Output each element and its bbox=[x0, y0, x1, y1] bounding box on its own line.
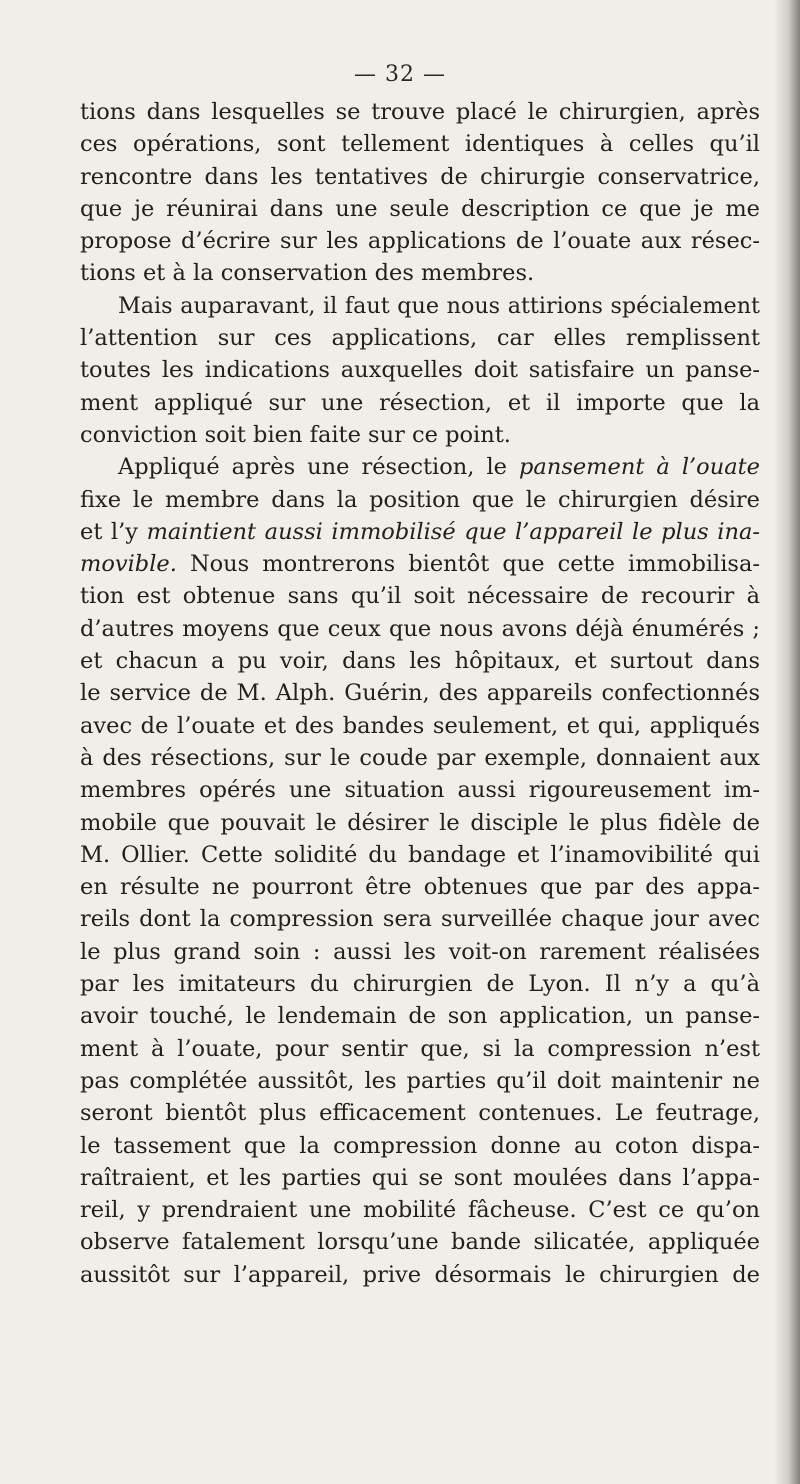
text-line: que je réunirai dans une seule description ce que je me bbox=[80, 195, 760, 222]
italic-phrase: maintient aussi immobilisé que l’appareil le plus ina- bbox=[146, 518, 760, 545]
text-line: tions et à la conservation des membres. bbox=[80, 260, 535, 287]
text-line bbox=[80, 451, 760, 483]
text-line: conviction soit bien faite sur ce point. bbox=[80, 421, 511, 448]
text-line: fixe le membre dans la position que le chirurgien désire bbox=[80, 486, 760, 513]
text-line: seront bientôt plus efficacement contenues. Le feutrage, bbox=[80, 1100, 760, 1127]
text-line: reil, y prendraient une mobilité fâcheuse. C’est ce qu’on bbox=[80, 1197, 760, 1224]
text-line: aussitôt sur l’appareil, prive désormais le chirurgien de bbox=[80, 1261, 760, 1288]
text-line: Mais auparavant, il faut que nous attirions spécialement bbox=[118, 292, 760, 319]
text-line: l’attention sur ces applications, car elles remplissent bbox=[80, 325, 760, 352]
italic-phrase: pansement à l’ouate bbox=[519, 454, 760, 481]
text-line: tions dans lesquelles se trouve placé le chirurgien, après bbox=[80, 99, 760, 125]
text-line: pas complétée aussitôt, les parties qu’il doit maintenir ne bbox=[80, 1067, 760, 1094]
text-line: ment appliqué sur une résection, et il importe que la bbox=[80, 389, 760, 416]
text-line: rencontre dans les tentatives de chirurgie conservatrice, bbox=[80, 163, 760, 190]
text-line: membres opérés une situation aussi rigoureusement im- bbox=[80, 777, 760, 804]
text-line bbox=[80, 548, 760, 580]
text-line: d’autres moyens que ceux que nous avons déjà énumérés ; bbox=[80, 615, 760, 642]
text-line: avec de l’ouate et des bandes seulement, et qui, appliqués bbox=[80, 712, 760, 739]
italic-phrase: movible. bbox=[80, 551, 177, 578]
text-line: avoir touché, le lendemain de son application, un panse- bbox=[80, 1003, 760, 1030]
page-number: — 32 — bbox=[354, 62, 446, 87]
text-segment: et l’y bbox=[80, 518, 138, 545]
text-line: raîtraient, et les parties qui se sont moulées dans l’appa- bbox=[80, 1164, 760, 1191]
text-line: ces opérations, sont tellement identiques à celles qu’il bbox=[80, 131, 760, 158]
text-line bbox=[80, 516, 760, 548]
text-line: le plus grand soin : aussi les voit-on rarement réalisées bbox=[80, 938, 760, 965]
text-line: et chacun a pu voir, dans les hôpitaux, et surtout dans bbox=[80, 648, 760, 675]
body-text bbox=[80, 96, 760, 1291]
text-line: mobile que pouvait le désirer le disciple le plus fidèle de bbox=[80, 809, 760, 836]
text-line: ment à l’ouate, pour sentir que, si la compression n’est bbox=[80, 1035, 760, 1062]
text-line: reils dont la compression sera surveillée chaque jour avec bbox=[80, 906, 760, 933]
page-edge-shadow bbox=[774, 0, 800, 1484]
text-line: par les imitateurs du chirurgien de Lyon. Il n’y a qu’à bbox=[80, 971, 760, 998]
text-line: le service de M. Alph. Guérin, des appareils confectionnés bbox=[80, 680, 760, 707]
text-segment: Nous montrerons bientôt que cette immobilisa- bbox=[189, 551, 760, 578]
text-segment: Appliqué après une résection, le bbox=[118, 454, 507, 481]
text-line: le tassement que la compression donne au coton dispa- bbox=[80, 1132, 760, 1159]
text-line: tion est obtenue sans qu’il soit nécessaire de recourir à bbox=[80, 583, 760, 610]
text-line: toutes les indications auxquelles doit satisfaire un panse- bbox=[80, 357, 760, 384]
text-line: observe fatalement lorsqu’une bande silicatée, appliquée bbox=[80, 1229, 760, 1256]
text-line: à des résections, sur le coude par exemple, donnaient aux bbox=[80, 744, 760, 771]
text-line: M. Ollier. Cette solidité du bandage et l’inamovibilité qui bbox=[80, 841, 760, 868]
text-line: propose d’écrire sur les applications de l’ouate aux résec- bbox=[80, 228, 760, 255]
text-line: en résulte ne pourront être obtenues que par des appa- bbox=[80, 874, 760, 901]
